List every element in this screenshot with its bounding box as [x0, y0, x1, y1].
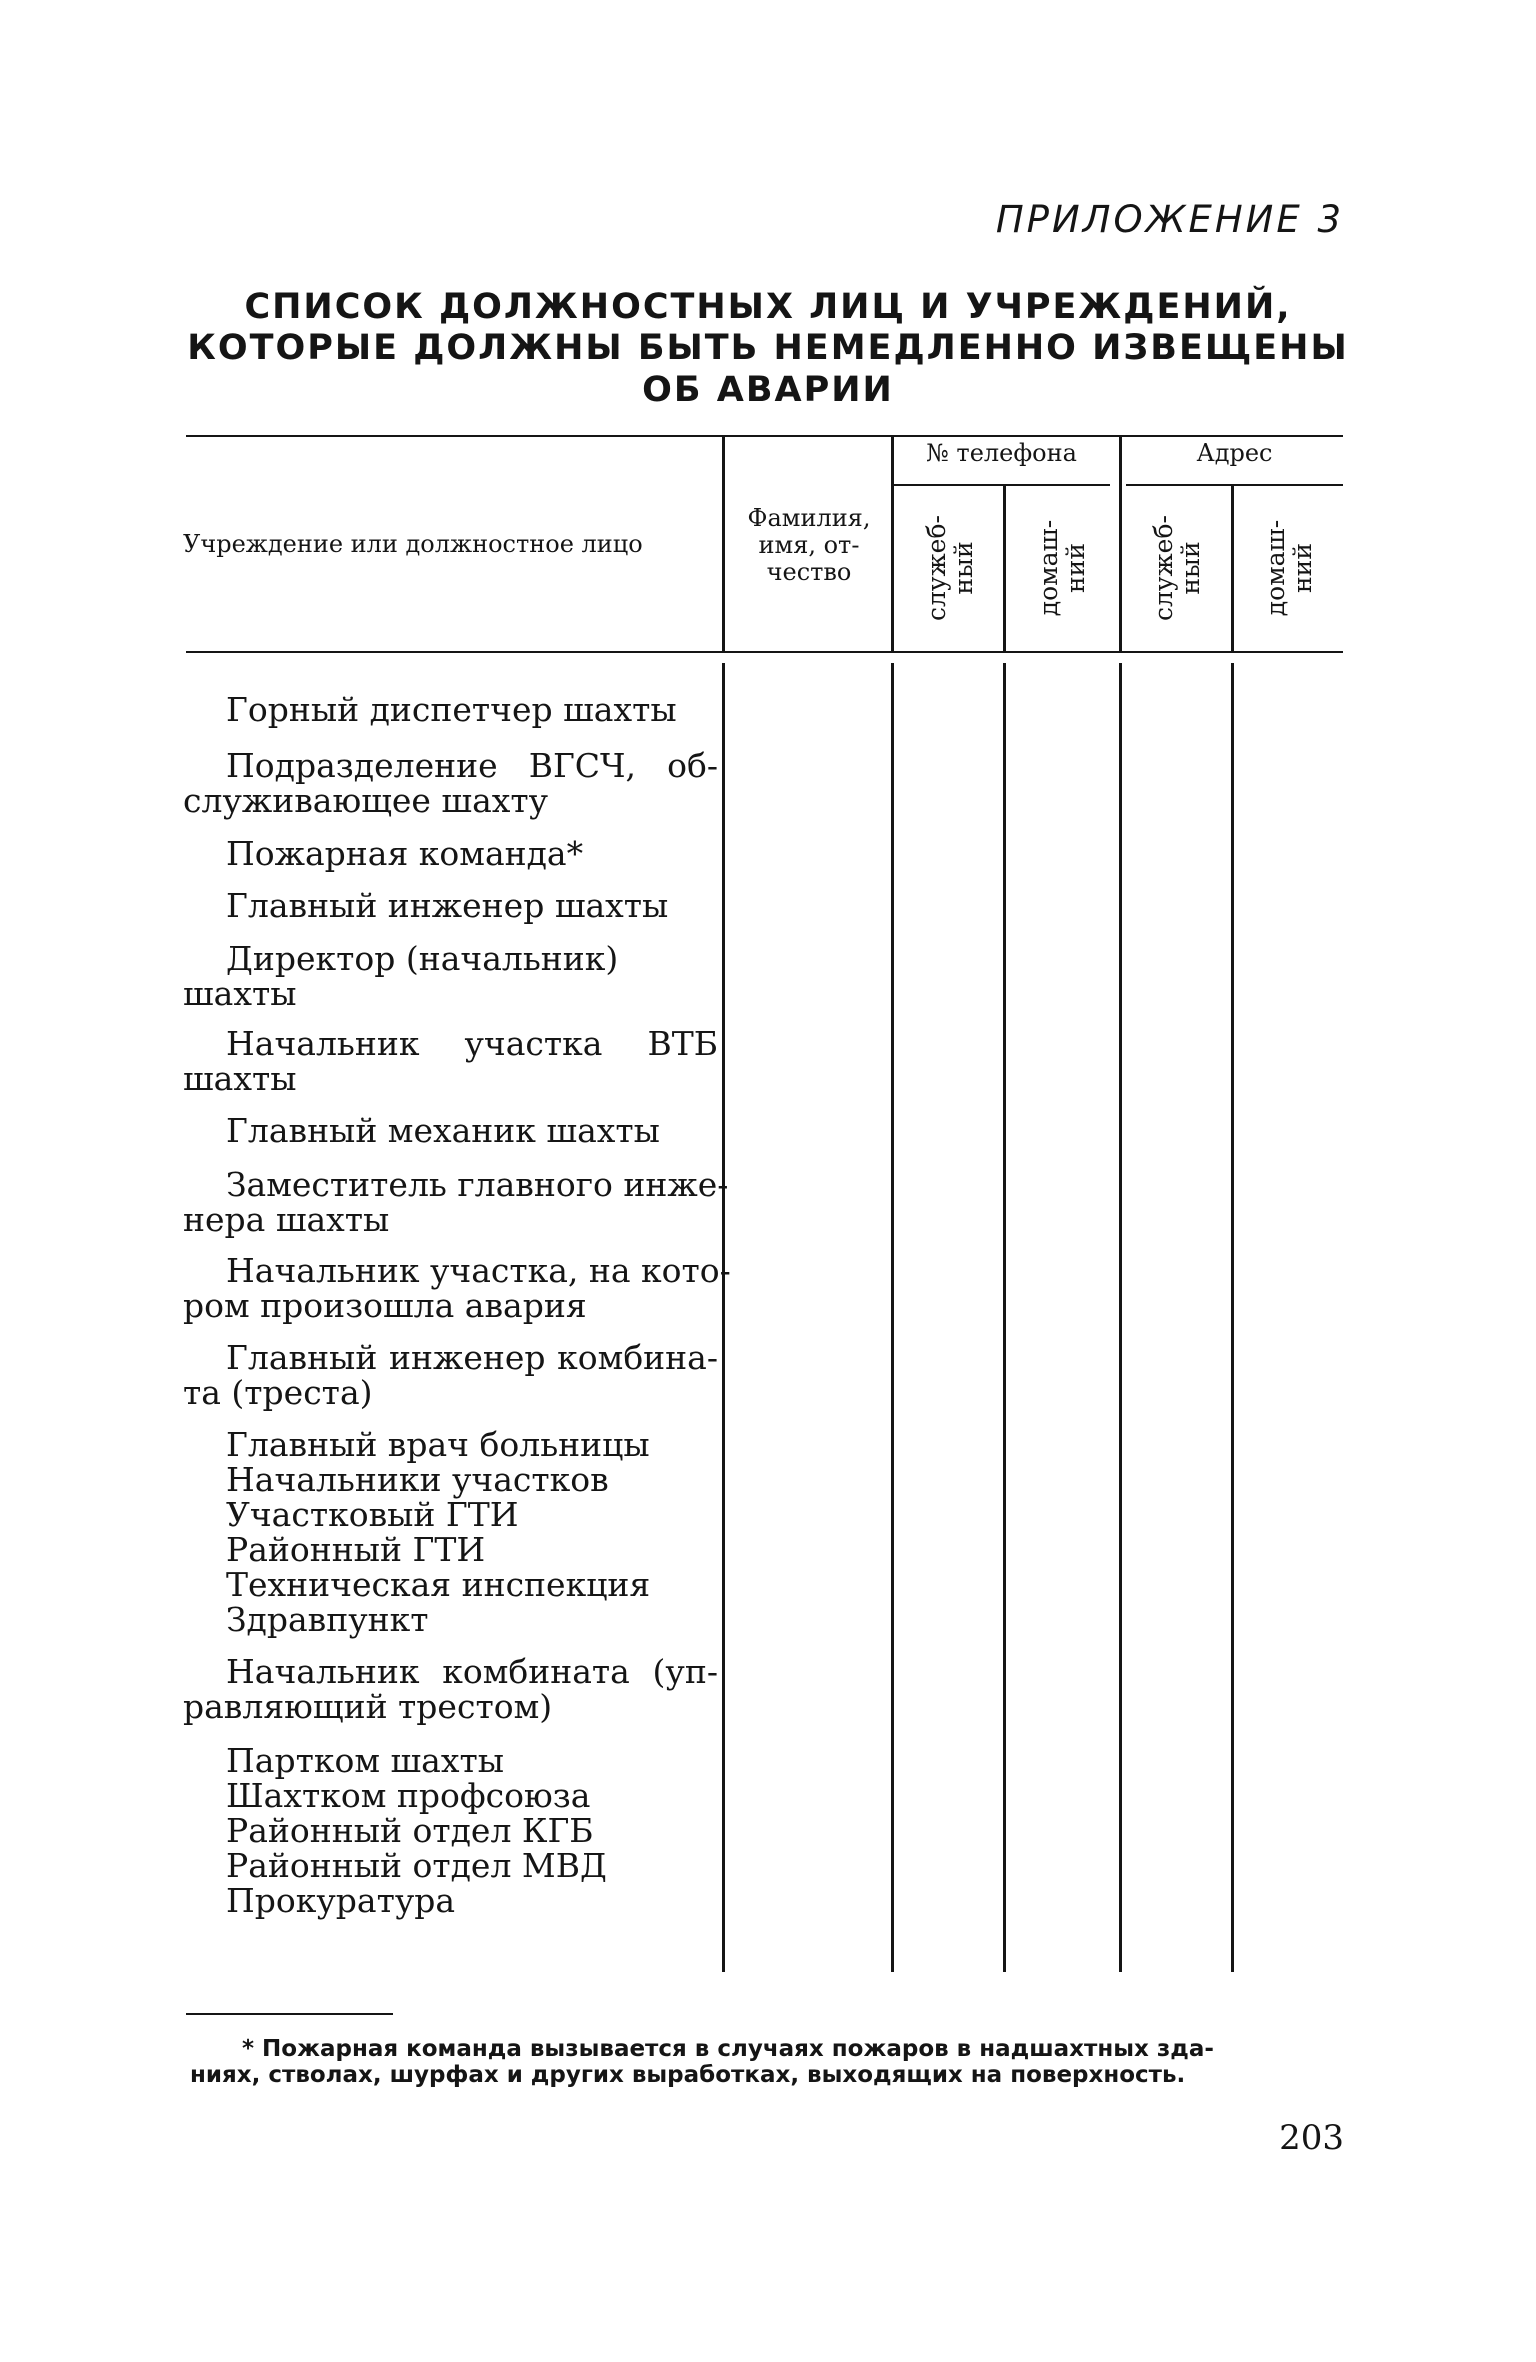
header-divider — [1003, 484, 1006, 651]
table-row — [183, 1251, 731, 1325]
footnote — [190, 2036, 1345, 2088]
phone-group-rule — [893, 484, 1110, 486]
document-title-line-1: СПИСОК ДОЛЖНОСТНЫХ ЛИЦ И УЧРЕЖДЕНИЙ, — [244, 287, 1292, 327]
row-text-line: равляющий трестом) — [183, 1687, 553, 1726]
row-text-line: шахты — [183, 1059, 297, 1098]
table-row — [183, 692, 718, 727]
header-line: домаш- — [1034, 519, 1063, 617]
header-divider — [1119, 435, 1122, 651]
body-column-divider — [1231, 663, 1234, 1972]
table-row — [183, 1113, 718, 1148]
row-text-line: Главный механик шахты — [226, 1111, 660, 1150]
document-title-line-2: КОТОРЫЕ ДОЛЖНЫ БЫТЬ НЕМЕДЛЕННО ИЗВЕЩЕНЫ — [187, 328, 1349, 368]
row-text-line: Главный врач больницы — [226, 1425, 650, 1464]
header-phone-work — [923, 515, 977, 621]
table-row — [183, 1026, 718, 1096]
row-text-line: Здравпункт — [226, 1600, 429, 1639]
row-text-line: Участковый ГТИ — [226, 1495, 519, 1534]
document-title-line-3: ОБ АВАРИИ — [642, 370, 894, 410]
body-column-divider — [1003, 663, 1006, 1972]
row-text-line: Главный инженер шахты — [226, 886, 669, 925]
header-divider — [1231, 484, 1234, 651]
header-institution: Учреждение или должностное лицо — [183, 530, 643, 558]
row-text-line: та (треста) — [183, 1373, 373, 1412]
header-address-home — [1262, 520, 1316, 616]
header-name-line: чество — [766, 558, 852, 586]
header-name-line: Фамилия, — [747, 504, 871, 532]
header-phone-home — [1035, 520, 1089, 616]
row-text-line: Начальник участка, на кото- — [226, 1251, 731, 1290]
table-top-rule — [186, 435, 1343, 437]
row-text-line: Районный отдел МВД — [226, 1846, 607, 1885]
row-text-line: Заместитель главного инже- — [226, 1165, 729, 1204]
header-line: ний — [1288, 543, 1317, 594]
row-text-line: Шахтком профсоюза — [226, 1776, 591, 1815]
table-row — [183, 1743, 718, 1918]
footnote-line: * Пожарная команда вызывается в случаях пожаров в надшахтных зда- — [242, 2036, 1214, 2062]
header-line: служеб- — [1149, 515, 1178, 621]
row-text-line: ром произошла авария — [183, 1286, 587, 1325]
row-text-line: Начальник участка ВТБ — [226, 1024, 718, 1063]
header-line: домаш- — [1261, 519, 1290, 617]
row-text-line: нера шахты — [183, 1200, 390, 1239]
row-text-line: Директор (начальник) — [226, 939, 619, 978]
body-column-divider — [1119, 663, 1122, 1972]
header-name — [729, 505, 889, 586]
footnote-line: ниях, стволах, шурфах и других выработках, выходящих на поверхность. — [190, 2062, 1186, 2088]
table-row — [183, 1654, 718, 1724]
footnote-rule — [186, 2013, 393, 2015]
header-line: служеб- — [922, 515, 951, 621]
body-column-divider — [891, 663, 894, 1972]
header-divider — [891, 435, 894, 651]
address-group-rule — [1126, 484, 1343, 486]
header-line: ный — [949, 541, 978, 595]
row-text-line: служивающее шахту — [183, 781, 549, 820]
header-bottom-rule — [186, 651, 1343, 653]
table-row — [183, 1165, 729, 1239]
table-row — [183, 748, 718, 818]
page-number: 203 — [1279, 2118, 1344, 2158]
row-text-line: Районный ГТИ — [226, 1530, 486, 1569]
header-address-group: Адрес — [1196, 439, 1273, 467]
table-row — [183, 888, 718, 923]
table-row — [183, 941, 718, 1011]
body-column-divider — [722, 663, 725, 1972]
table-row — [183, 836, 718, 871]
row-text-line: Прокуратура — [226, 1881, 456, 1920]
table-row — [183, 1340, 718, 1410]
row-text-line: Пожарная команда* — [226, 834, 584, 873]
table-row — [183, 1427, 718, 1637]
appendix-label: ПРИЛОЖЕНИЕ 3 — [995, 198, 1344, 241]
row-text-line: шахты — [183, 974, 297, 1013]
row-text-line: Горный диспетчер шахты — [226, 690, 677, 729]
row-text-line: Районный отдел КГБ — [226, 1811, 594, 1850]
header-phone-group: № телефона — [926, 439, 1077, 467]
row-text-line: Главный инженер комбина- — [226, 1338, 718, 1377]
row-text-line: Начальники участков — [226, 1460, 609, 1499]
header-name-line: имя, от- — [758, 531, 860, 559]
row-text-line: Партком шахты — [226, 1741, 504, 1780]
row-text-line: Подразделение ВГСЧ, об- — [226, 746, 718, 785]
header-divider — [722, 435, 725, 651]
row-text-line: Начальник комбината (уп- — [226, 1652, 718, 1691]
row-text-line: Техническая инспекция — [226, 1565, 651, 1604]
header-line: ный — [1176, 541, 1205, 595]
header-line: ний — [1061, 543, 1090, 594]
header-address-work — [1150, 515, 1204, 621]
